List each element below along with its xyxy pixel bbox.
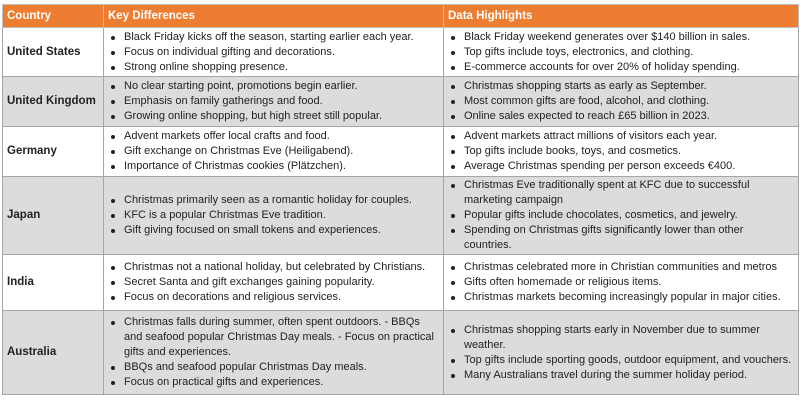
bullet-dot-icon [111, 51, 115, 55]
list-item [448, 353, 794, 368]
list-item [108, 193, 439, 208]
bullet-text: Importance of Christmas cookies (Plätzchen). [124, 160, 346, 172]
bullet-dot-icon [111, 36, 115, 40]
bullet-dot-icon [451, 85, 455, 89]
bullet-text: Gift giving focused on small tokens and experiences. [124, 224, 381, 236]
bullet-list [108, 260, 439, 305]
list-item [108, 223, 439, 238]
bullet-list [108, 30, 439, 75]
table-row [3, 77, 799, 127]
bullet-dot-icon [451, 229, 455, 233]
list-item [448, 159, 794, 174]
bullet-dot-icon [451, 100, 455, 104]
list-item [108, 30, 439, 45]
list-item [448, 368, 794, 383]
country-cell: Japan [3, 177, 104, 255]
key-differences-cell [104, 255, 444, 311]
bullet-dot-icon [451, 150, 455, 154]
data-highlights-cell [444, 311, 799, 395]
bullet-text: KFC is a popular Christmas Eve tradition. [124, 209, 326, 221]
bullet-text: Christmas celebrated more in Christian communities and metros [464, 261, 778, 273]
bullet-list [108, 79, 439, 124]
bullet-text: Top gifts include sporting goods, outdoor equipment, and vouchers. [464, 353, 792, 366]
list-item [448, 129, 794, 144]
table-row [3, 311, 799, 395]
bullet-text: Top gifts include toys, electronics, and clothing. [464, 45, 694, 58]
bullet-text: Gift exchange on Christmas Eve (Heiligabend). [124, 145, 354, 157]
list-item [448, 30, 794, 45]
bullet-list [448, 129, 794, 174]
bullet-list [108, 315, 439, 390]
data-highlights-cell [444, 177, 799, 255]
country-cell: United States [3, 28, 104, 77]
data-highlights-cell [444, 28, 799, 77]
bullet-dot-icon [111, 229, 115, 233]
bullet-text: Black Friday kicks off the season, starting earlier each year. [124, 30, 414, 43]
table-row [3, 127, 799, 177]
header-country: Country [3, 5, 104, 28]
bullet-dot-icon [451, 281, 455, 285]
bullet-list [448, 178, 794, 253]
bullet-text: Growing online shopping, but high street still popular. [124, 110, 383, 122]
bullet-dot-icon [111, 199, 115, 203]
bullet-dot-icon [111, 321, 115, 325]
bullet-text: Black Friday weekend generates over $140 billion in sales. [464, 30, 751, 43]
bullet-dot-icon [451, 184, 455, 188]
bullet-text: Christmas falls during summer, often spent outdoors. - BBQs and seafood popular Christmas Day meals. - Focus on practical gifts and experiences. [124, 316, 434, 358]
list-item [448, 109, 794, 124]
bullet-text: Advent markets attract millions of visitors each year. [464, 130, 718, 142]
bullet-text: Strong online shopping presence. [124, 60, 288, 73]
bullet-list [448, 323, 794, 383]
list-item [108, 45, 439, 60]
list-item [108, 60, 439, 75]
header-key-differences: Key Differences [104, 5, 444, 28]
bullet-dot-icon [111, 214, 115, 218]
country-cell: United Kingdom [3, 77, 104, 127]
bullet-dot-icon [111, 296, 115, 300]
list-item [448, 79, 794, 94]
bullet-list [448, 79, 794, 124]
list-item [448, 178, 794, 208]
bullet-text: Many Australians travel during the summer holiday period. [464, 368, 748, 381]
list-item [108, 275, 439, 290]
bullet-text: Spending on Christmas gifts significantly lower than other countries. [464, 224, 744, 251]
bullet-list [448, 30, 794, 75]
bullet-dot-icon [451, 359, 455, 363]
bullet-text: Christmas shopping starts early in November due to summer weather. [464, 323, 760, 351]
header-data-highlights: Data Highlights [444, 5, 799, 28]
bullet-dot-icon [451, 266, 455, 270]
list-item [108, 129, 439, 144]
bullet-text: Online sales expected to reach £65 billion in 2023. [464, 110, 710, 122]
list-item [448, 60, 794, 75]
bullet-text: Average Christmas spending per person exceeds €400. [464, 160, 736, 172]
list-item [448, 208, 794, 223]
key-differences-cell [104, 28, 444, 77]
bullet-text: Secret Santa and gift exchanges gaining popularity. [124, 276, 375, 288]
bullet-list [108, 129, 439, 174]
bullet-list [448, 260, 794, 305]
list-item [108, 260, 439, 275]
bullet-dot-icon [451, 115, 455, 119]
bullet-dot-icon [111, 165, 115, 169]
list-item [108, 360, 439, 375]
list-item [448, 323, 794, 353]
bullet-dot-icon [111, 281, 115, 285]
list-item [108, 208, 439, 223]
key-differences-cell [104, 177, 444, 255]
bullet-dot-icon [451, 214, 455, 218]
bullet-text: Gifts often homemade or religious items. [464, 276, 662, 288]
data-highlights-cell [444, 127, 799, 177]
bullet-dot-icon [451, 66, 455, 70]
list-item [108, 109, 439, 124]
bullet-dot-icon [451, 296, 455, 300]
list-item [448, 144, 794, 159]
bullet-text: No clear starting point, promotions begin earlier. [124, 80, 358, 92]
list-item [108, 315, 439, 360]
bullet-text: BBQs and seafood popular Christmas Day meals. [124, 361, 367, 373]
data-highlights-cell [444, 255, 799, 311]
bullet-text: Top gifts include books, toys, and cosmetics. [464, 145, 682, 157]
bullet-dot-icon [451, 374, 455, 378]
list-item [448, 275, 794, 290]
country-cell: Australia [3, 311, 104, 395]
table-body [3, 28, 799, 395]
bullet-text: Popular gifts include chocolates, cosmetics, and jewelry. [464, 209, 738, 221]
bullet-text: Most common gifts are food, alcohol, and clothing. [464, 95, 710, 107]
bullet-dot-icon [111, 66, 115, 70]
list-item [108, 375, 439, 390]
bullet-list [108, 193, 439, 238]
key-differences-cell [104, 127, 444, 177]
list-item [448, 94, 794, 109]
bullet-text: Advent markets offer local crafts and food. [124, 130, 330, 142]
comparison-table [2, 4, 799, 395]
table-row [3, 255, 799, 311]
list-item [108, 79, 439, 94]
bullet-text: Focus on individual gifting and decorations. [124, 45, 335, 58]
bullet-dot-icon [111, 135, 115, 139]
header-row [3, 5, 799, 28]
bullet-dot-icon [111, 85, 115, 89]
bullet-text: Focus on decorations and religious services. [124, 291, 342, 303]
data-highlights-cell [444, 77, 799, 127]
bullet-text: Christmas not a national holiday, but celebrated by Christians. [124, 261, 426, 273]
list-item [108, 94, 439, 109]
bullet-dot-icon [451, 36, 455, 40]
bullet-dot-icon [111, 266, 115, 270]
country-cell: India [3, 255, 104, 311]
list-item [448, 260, 794, 275]
list-item [108, 159, 439, 174]
bullet-dot-icon [111, 115, 115, 119]
list-item [108, 144, 439, 159]
table-row [3, 28, 799, 77]
bullet-text: Christmas markets becoming increasingly popular in major cities. [464, 291, 781, 303]
list-item [448, 223, 794, 253]
table-row [3, 177, 799, 255]
bullet-dot-icon [451, 329, 455, 333]
bullet-dot-icon [451, 135, 455, 139]
key-differences-cell [104, 311, 444, 395]
bullet-text: Christmas Eve traditionally spent at KFC due to successful marketing campaign [464, 179, 750, 206]
bullet-text: Christmas primarily seen as a romantic holiday for couples. [124, 194, 412, 206]
bullet-dot-icon [451, 51, 455, 55]
country-cell: Germany [3, 127, 104, 177]
bullet-dot-icon [111, 381, 115, 385]
bullet-text: E-commerce accounts for over 20% of holiday spending. [464, 60, 740, 73]
key-differences-cell [104, 77, 444, 127]
bullet-text: Emphasis on family gatherings and food. [124, 95, 323, 107]
list-item [448, 45, 794, 60]
bullet-dot-icon [111, 150, 115, 154]
list-item [108, 290, 439, 305]
bullet-text: Christmas shopping starts as early as September. [464, 80, 707, 92]
bullet-dot-icon [111, 366, 115, 370]
bullet-text: Focus on practical gifts and experiences. [124, 376, 324, 388]
bullet-dot-icon [451, 165, 455, 169]
bullet-dot-icon [111, 100, 115, 104]
list-item [448, 290, 794, 305]
